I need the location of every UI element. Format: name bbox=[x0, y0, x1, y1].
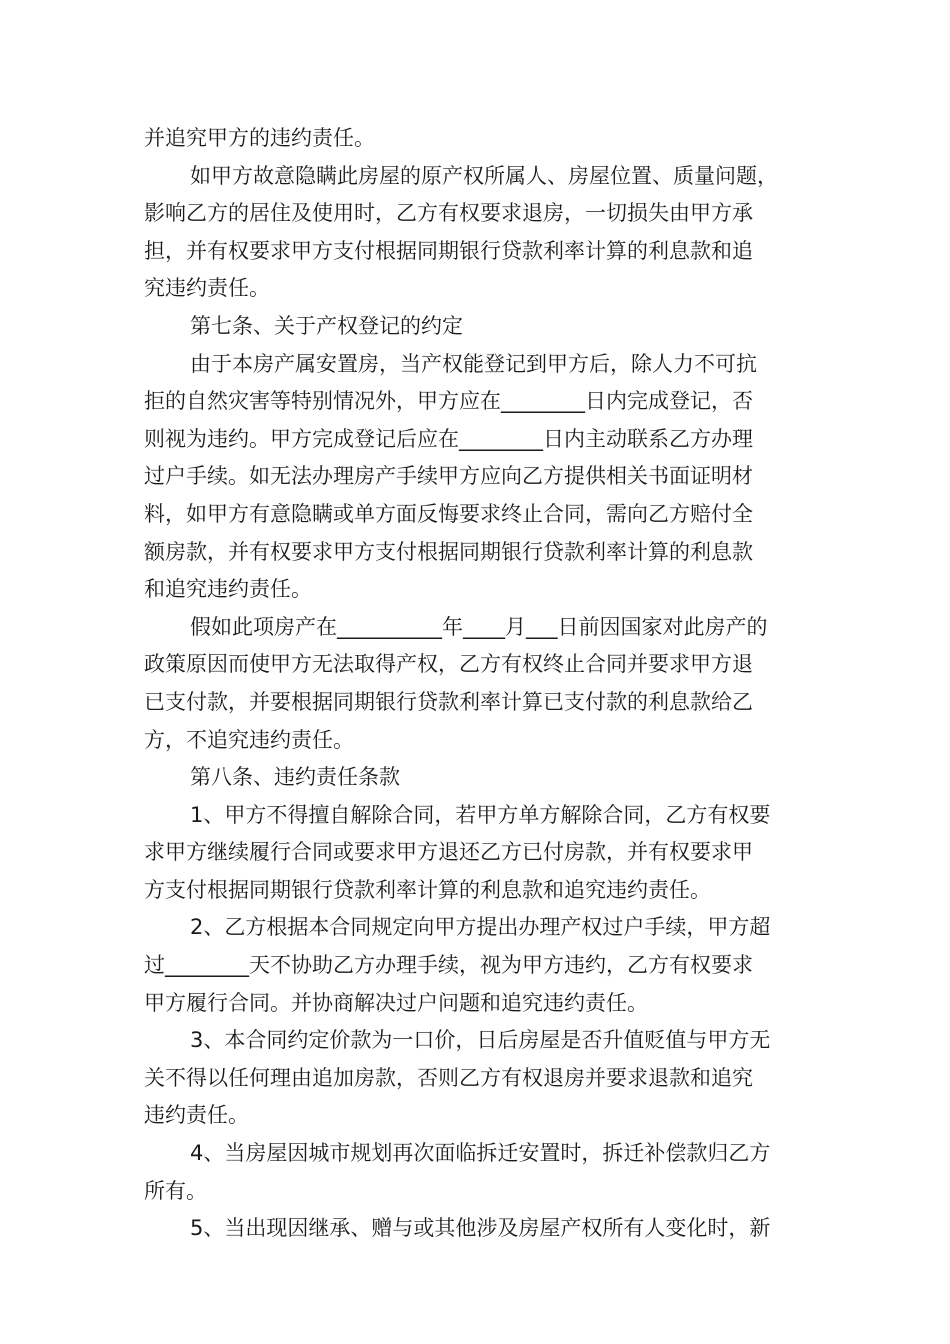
text-line: 政策原因而使甲方无法取得产权，乙方有权终止合同并要求甲方退 bbox=[144, 652, 753, 677]
text-line: 拒的自然灾害等特别情况外，甲方应在________日内完成登记，否 bbox=[144, 389, 753, 414]
text-line: 3、本合同约定价款为一口价，日后房屋是否升值贬值与甲方无 bbox=[190, 1028, 771, 1053]
text-line: 方支付根据同期银行贷款利率计算的利息款和追究违约责任。 bbox=[144, 877, 711, 902]
text-line: 并追究甲方的违约责任。 bbox=[144, 126, 375, 150]
text-line: 担，并有权要求甲方支付根据同期银行贷款利率计算的利息款和追 bbox=[144, 238, 753, 263]
text-line: 过________天不协助乙方办理手续，视为甲方违约，乙方有权要求 bbox=[144, 953, 753, 978]
text-line: 假如此项房产在__________年____月___日前因国家对此房产的 bbox=[190, 614, 768, 639]
text-line: 过户手续。如无法办理房产手续甲方应向乙方提供相关书面证明材 bbox=[144, 464, 753, 489]
text-line: 甲方履行合同。并协商解决过户问题和追究违约责任。 bbox=[144, 990, 648, 1015]
text-line: 由于本房产属安置房，当产权能登记到甲方后，除人力不可抗 bbox=[190, 351, 757, 376]
text-line: 关不得以任何理由追加房款，否则乙方有权退房并要求退款和追究 bbox=[144, 1065, 753, 1090]
text-line: 第七条、关于产权登记的约定 bbox=[190, 313, 463, 338]
text-line: 额房款，并有权要求甲方支付根据同期银行贷款利率计算的利息款 bbox=[144, 539, 753, 564]
text-line: 所有。 bbox=[144, 1178, 207, 1203]
text-line: 和追究违约责任。 bbox=[144, 577, 312, 602]
text-line: 求甲方继续履行合同或要求甲方退还乙方已付房款，并有权要求甲 bbox=[144, 840, 753, 865]
text-line: 5、当出现因继承、赠与或其他涉及房屋产权所有人变化时，新 bbox=[190, 1216, 771, 1241]
text-line: 则视为违约。甲方完成登记后应在________日内主动联系乙方办理 bbox=[144, 426, 753, 451]
text-line: 1、甲方不得擅自解除合同，若甲方单方解除合同，乙方有权要 bbox=[190, 802, 771, 827]
document-body bbox=[144, 120, 824, 1248]
text-line: 2、乙方根据本合同规定向甲方提出办理产权过户手续，甲方超 bbox=[190, 915, 771, 940]
text-line: 违约责任。 bbox=[144, 1103, 249, 1128]
text-line: 究违约责任。 bbox=[144, 276, 270, 301]
text-line: 已支付款，并要根据同期银行贷款利率计算已支付款的利息款给乙 bbox=[144, 689, 753, 714]
text-line: 料，如甲方有意隐瞒或单方面反悔要求终止合同，需向乙方赔付全 bbox=[144, 501, 753, 526]
text-line: 如甲方故意隐瞒此房屋的原产权所属人、房屋位置、质量问题， bbox=[190, 163, 778, 188]
text-line: 影响乙方的居住及使用时，乙方有权要求退房，一切损失由甲方承 bbox=[144, 201, 753, 226]
text-line: 方，不追究违约责任。 bbox=[144, 727, 354, 752]
text-line: 第八条、违约责任条款 bbox=[190, 765, 400, 790]
text-line: 4、当房屋因城市规划再次面临拆迁安置时，拆迁补偿款归乙方 bbox=[190, 1141, 771, 1166]
